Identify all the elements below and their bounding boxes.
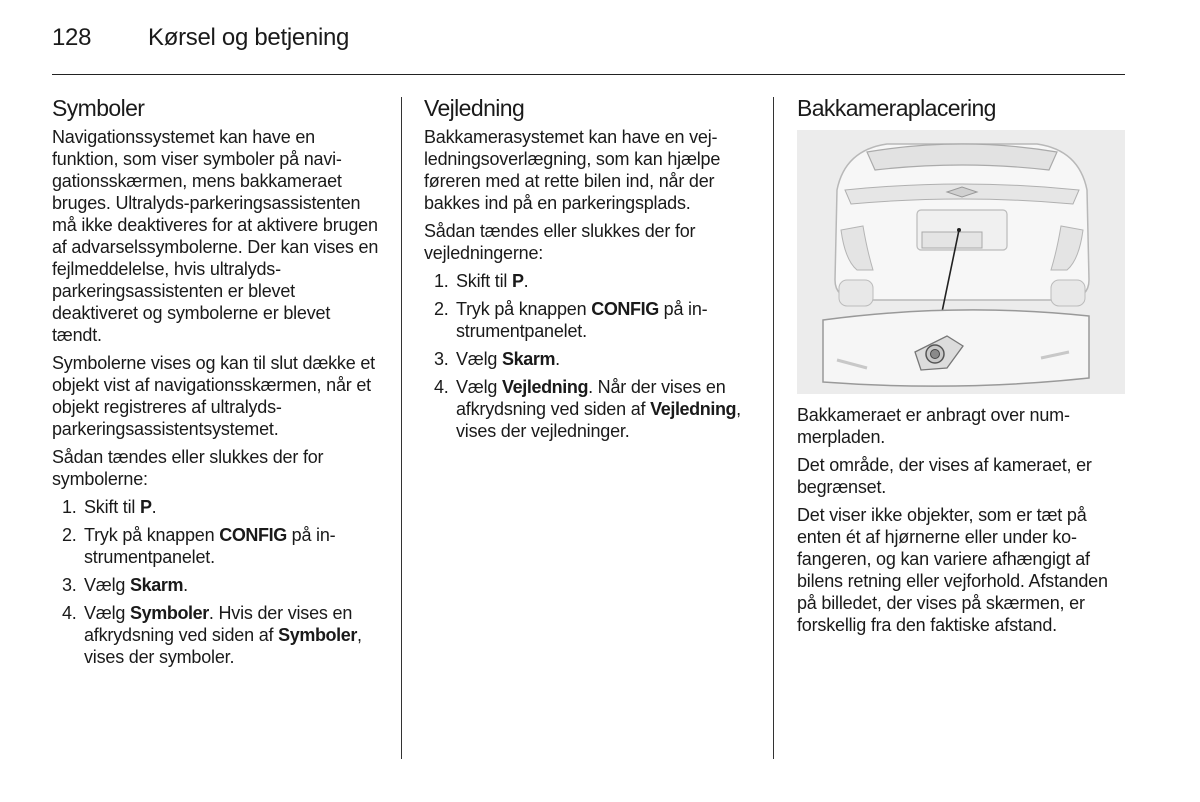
- column-vejledning: [424, 93, 754, 448]
- paragraph: Symbolerne vises og kan til slut dække et objekt vist af navigationsskærmen, når et objekt registreres af ultralyds-parkeringsassistentsystemet.: [52, 353, 375, 439]
- column-divider-1: [401, 97, 402, 759]
- list-item: 4. Vælg Vejledning. Når der vises en afkrydsning ved siden af Vejledning, vises der vejledninger.: [434, 377, 741, 441]
- section-heading: Vejledning: [424, 95, 525, 121]
- page-header: [52, 24, 349, 52]
- list-item: 1. Skift til P.: [434, 271, 529, 291]
- chapter-title: Kørsel og betjening: [148, 24, 350, 51]
- list-item: 4. Vælg Symboler. Hvis der vises en afkrydsning ved siden af Symboler, vises der symboler.: [62, 603, 362, 667]
- column-divider-2: [773, 97, 774, 759]
- paragraph: Navigationssystemet kan have en funktion, som viser symboler på navigationsskærmen, mens bakkameraet bruges. Ultralyds-parkeringsassistenten må ikke deaktiveres for at aktivere brugen af advarselssymbolerne. Der kan vises en fejlmeddelelse, hvis ultralyds-parkeringsassistenten er blevet deaktiveret og symbolerne er blevet tændt.: [52, 127, 379, 345]
- section-heading: Symboler: [52, 95, 145, 121]
- list-item: 3. Vælg Skarm.: [62, 575, 188, 595]
- header-rule: [52, 74, 1125, 75]
- paragraph: Det område, der vises af kameraet, er begrænset.: [797, 455, 1092, 497]
- list-item: 1. Skift til P.: [62, 497, 157, 517]
- section-heading: Bakkameraplacering: [797, 95, 996, 121]
- column-bakkameraplacering: [797, 93, 1127, 642]
- paragraph: Sådan tændes eller slukkes der for symbolerne:: [52, 447, 324, 489]
- page-number: 128: [52, 24, 92, 51]
- column-symboler: [52, 93, 382, 674]
- rear-camera-illustration: [797, 130, 1125, 394]
- step-list: [424, 270, 754, 442]
- list-item: 3. Vælg Skarm.: [434, 349, 560, 369]
- paragraph: Bakkameraet er anbragt over nummerpladen.: [797, 405, 1070, 447]
- paragraph: Bakkamerasystemet kan have en vejledningsoverlægning, som kan hjælpe føreren med at rette bilen ind, når der bakkes ind på en parkeringsplads.: [424, 127, 721, 213]
- list-item: 2. Tryk på knappen CONFIG på instrumentpanelet.: [62, 525, 336, 567]
- step-list: [52, 496, 382, 668]
- list-item: 2. Tryk på knappen CONFIG på instrumentpanelet.: [434, 299, 708, 341]
- paragraph: Sådan tændes eller slukkes der for vejledningerne:: [424, 221, 696, 263]
- paragraph: Det viser ikke objekter, som er tæt på enten ét af hjørnerne eller under kofangeren, og kan variere afhængigt af bilens retning eller vejforhold. Afstanden på billedet, der vises på skærmen, er forskellig fra den faktiske afstand.: [797, 505, 1108, 635]
